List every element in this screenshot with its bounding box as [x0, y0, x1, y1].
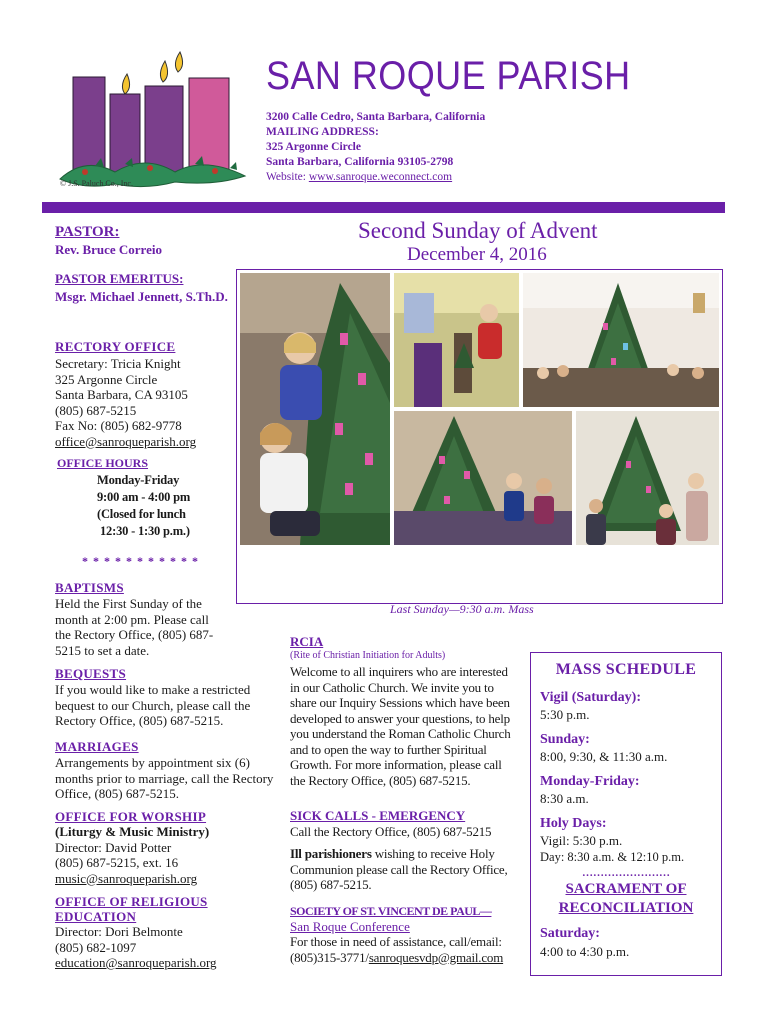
rectory-email-link[interactable]: office@sanroqueparish.org [55, 433, 197, 449]
mailing-city: Santa Barbara, California 93105-2798 [266, 156, 454, 168]
rectory-line: Santa Barbara, CA 93105 [55, 387, 188, 402]
rectory-line: Fax No: (805) 682-9778 [55, 418, 182, 433]
sick-calls-heading: SICK CALLS - EMERGENCY [290, 808, 466, 823]
advent-wreath-icon [55, 44, 255, 194]
dotted-divider: …………………… [582, 867, 670, 879]
pastor-name: Rev. Bruce Correio [55, 242, 162, 257]
vigil-time: 5:30 p.m. [540, 707, 590, 722]
saturday-label: Saturday: [540, 926, 600, 941]
photo-caption: Last Sunday—9:30 a.m. Mass [390, 602, 534, 616]
worship-heading: OFFICE FOR WORSHIP [55, 809, 207, 824]
website-label: Website: [266, 171, 306, 183]
photo-collage [236, 269, 723, 604]
religious-line: (805) 682-1097 [55, 939, 137, 955]
hours-line: (Closed for lunch [97, 507, 186, 521]
saturday-time: 4:00 to 4:30 p.m. [540, 944, 630, 959]
rcia-text: Welcome to all inquirers who are interested in our Catholic Church. We invite you to share our Inquiry Sessions which have been developed to answer your questions, to help you understand the Roman Catholic Church and to open the way to further Spiritual Growth. For more information, please call the Rectory Office, (805) 687-5215. [290, 664, 511, 788]
reconciliation-heading [531, 880, 721, 918]
worship-info [55, 824, 209, 886]
parish-title: SAN ROQUE PARISH [266, 54, 631, 98]
weekday-time: 8:30 a.m. [540, 791, 589, 806]
vigil-label: Vigil (Saturday): [540, 690, 641, 705]
rcia-heading: RCIA [290, 634, 324, 649]
mailing-label: MAILING ADDRESS: [266, 126, 379, 138]
ill-parishioners-text [290, 846, 518, 893]
religious-ed-heading: OFFICE OF RELIGIOUS EDUCATION [55, 894, 208, 924]
holy-vigil-time: Vigil: 5:30 p.m. [540, 833, 623, 848]
rectory-line: Secretary: Tricia Knight [55, 356, 181, 371]
mass-schedule-box [530, 652, 722, 976]
svdp-line: For those in need of assistance, call/email: [290, 934, 502, 949]
baptisms-text: Held the First Sunday of the month at 2:00 pm. Please call the Rectory Office, (805) 687-5215 to set a date. [55, 596, 214, 658]
header-divider [42, 202, 725, 213]
baptisms-heading: BAPTISMS [55, 580, 124, 595]
bulletin-date: December 4, 2016 [407, 244, 547, 265]
advent-wreath-logo [55, 44, 255, 194]
ill-parishioners-bold: Ill parishioners [290, 846, 372, 861]
marriages-text: Arrangements by appointment six (6) months prior to marriage, call the Rectory Office, (805) 687-5215. [55, 755, 274, 801]
holy-days-label: Holy Days: [540, 816, 607, 831]
religious-line: Director: Dori Belmonte [55, 924, 183, 939]
hours-line: 12:30 - 1:30 p.m.) [100, 524, 190, 538]
svdp-text [290, 934, 522, 965]
website-line [266, 170, 485, 185]
logo-credit: © J.S. Paluch Co., Inc. [60, 179, 133, 188]
sunday-time: 8:00, 9:30, & 11:30 a.m. [540, 749, 668, 764]
star-divider: * * * * * * * * * * * [82, 554, 199, 568]
mass-schedule-heading: MASS SCHEDULE [555, 661, 697, 678]
worship-email-link[interactable]: music@sanroqueparish.org [55, 870, 198, 886]
rectory-line: (805) 687-5215 [55, 402, 137, 418]
reconciliation-heading-2: RECONCILIATION [558, 900, 694, 916]
svdp-subtitle: San Roque Conference [290, 919, 410, 934]
hours-line: 9:00 am - 4:00 pm [97, 490, 191, 504]
sunday-label: Sunday: [540, 732, 590, 747]
photo-church-interior [523, 273, 719, 407]
mass-times [540, 689, 684, 866]
emeritus-name: Msgr. Michael Jennett, S.Th.D. [55, 289, 228, 304]
photo-kids-at-tree [394, 411, 572, 545]
worship-line: (805) 687-5215, ext. 16 [55, 855, 179, 870]
weekday-label: Monday-Friday: [540, 774, 640, 789]
header-address [266, 110, 485, 185]
photo-altar [394, 273, 519, 407]
photo-girls-at-tree [240, 273, 390, 545]
bulletin-title: Second Sunday of Advent [358, 218, 598, 243]
rcia-subtitle: (Rite of Christian Initiation for Adults) [290, 650, 446, 661]
rectory-line: 325 Argonne Circle [55, 371, 158, 387]
emeritus-heading: PASTOR EMERITUS: [55, 271, 184, 286]
svdp-phone: (805)315-3771/ [290, 949, 369, 965]
website-link[interactable]: www.sanroque.weconnect.com [308, 171, 453, 183]
worship-subtitle: (Liturgy & Music Ministry) [55, 824, 210, 839]
bequests-text: If you would like to make a restricted bequest to our Church, please call the Rectory Office, (805) 687-5215. [55, 682, 251, 728]
marriages-heading: MARRIAGES [55, 739, 139, 754]
pastor-heading: PASTOR: [55, 224, 120, 240]
svdp-heading: SOCIETY OF ST. VINCENT DE PAUL— [290, 904, 492, 918]
svdp-email-link[interactable]: sanroquesvdp@gmail.com [368, 949, 504, 965]
rectory-heading: RECTORY OFFICE [55, 339, 176, 354]
photo-group-at-tree [576, 411, 719, 545]
hours-line: Monday-Friday [97, 473, 180, 487]
mailing-street: 325 Argonne Circle [266, 141, 361, 153]
sick-calls-text: Call the Rectory Office, (805) 687-5215 [290, 824, 492, 839]
rectory-info [55, 356, 196, 449]
religious-email-link[interactable]: education@sanroqueparish.org [55, 955, 217, 970]
street-address: 3200 Calle Cedro, Santa Barbara, California [266, 111, 486, 123]
reconciliation-heading-1: SACRAMENT OF [565, 881, 687, 897]
office-hours-heading: OFFICE HOURS [57, 456, 149, 470]
bequests-heading: BEQUESTS [55, 666, 127, 681]
ill-parishioners-rest: wishing to receive Holy Communion please call the Rectory Office, (805) 687-5215. [290, 846, 508, 892]
religious-ed-info [55, 924, 217, 971]
holy-day-time: Day: 8:30 a.m. & 12:10 p.m. [540, 850, 685, 864]
worship-line: Director: David Potter [55, 839, 172, 855]
office-hours [97, 472, 190, 540]
